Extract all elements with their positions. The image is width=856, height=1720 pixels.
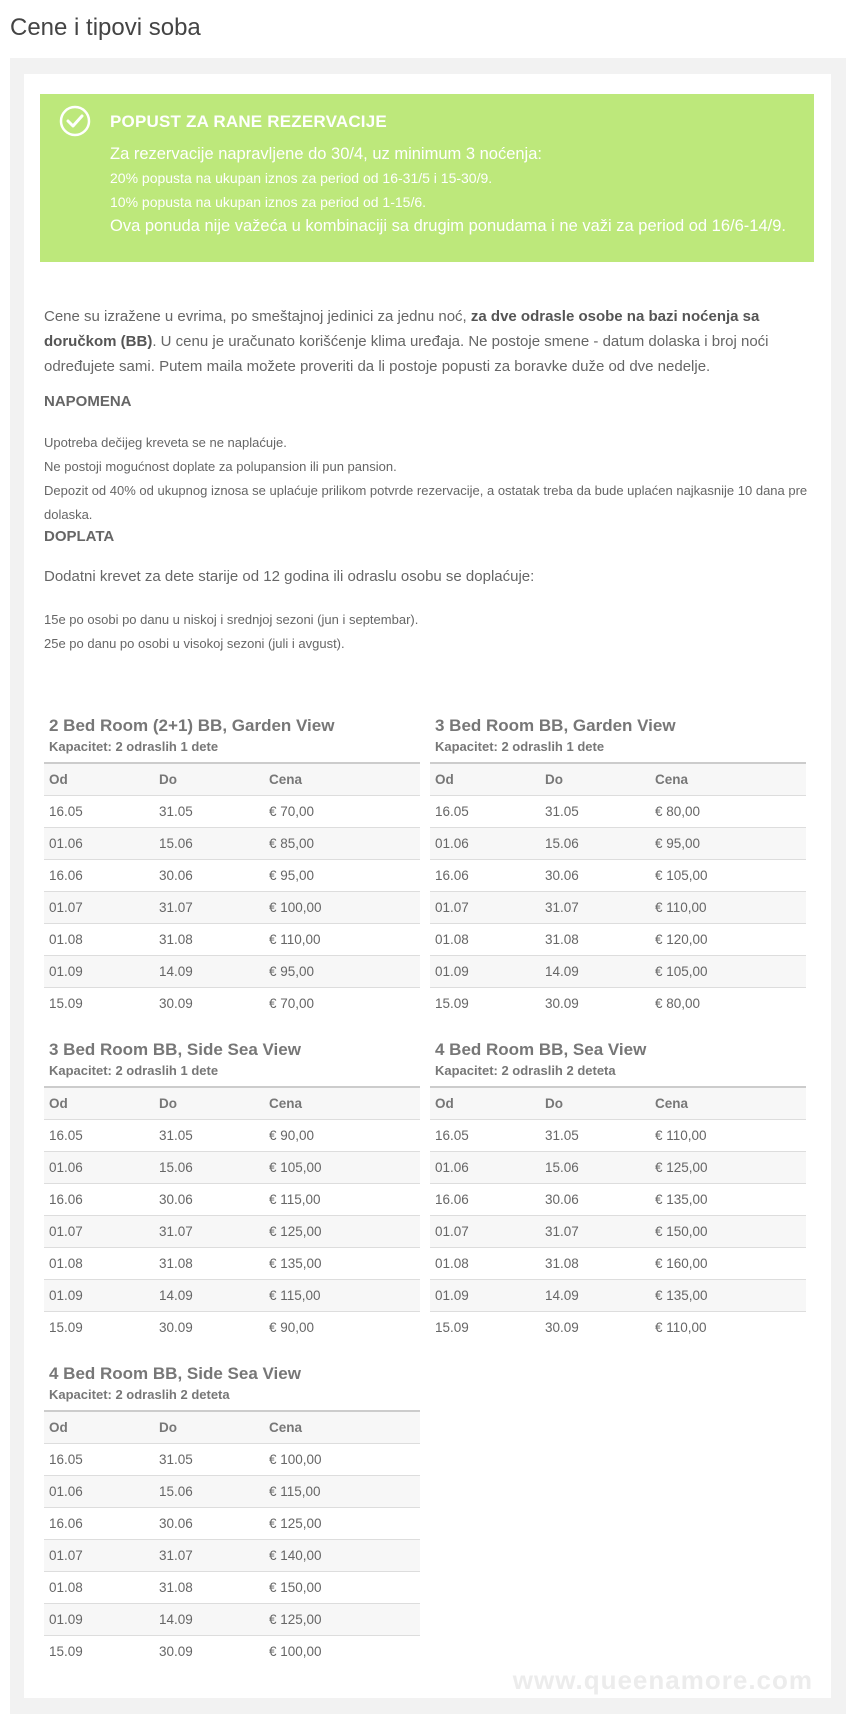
header-od: Od [49, 772, 68, 787]
cell-do: 15.06 [545, 836, 579, 851]
table-row [44, 1572, 420, 1604]
table-row [44, 1508, 420, 1540]
cell-od: 01.08 [435, 1256, 469, 1271]
cell-od: 01.09 [435, 964, 469, 979]
cell-cena: € 90,00 [269, 1128, 315, 1143]
cell-cena: € 135,00 [269, 1256, 322, 1271]
table-header-row [430, 764, 806, 796]
cell-od: 01.06 [435, 1160, 469, 1175]
table-row [44, 1216, 420, 1248]
table-row [430, 1312, 806, 1343]
header-do: Do [159, 1096, 177, 1111]
cell-od: 16.06 [49, 1516, 83, 1531]
table-row [44, 1120, 420, 1152]
cell-do: 31.08 [159, 1580, 193, 1595]
cell-cena: € 90,00 [269, 1320, 315, 1335]
room-capacity: Kapacitet: 2 odraslih 1 dete [435, 739, 605, 754]
cell-cena: € 150,00 [655, 1224, 708, 1239]
cell-od: 15.09 [49, 1644, 83, 1659]
cell-od: 16.06 [49, 868, 83, 883]
table-row [44, 1184, 420, 1216]
cell-cena: € 80,00 [655, 804, 701, 819]
cell-do: 30.06 [545, 868, 579, 883]
cell-cena: € 125,00 [269, 1612, 322, 1627]
room-capacity: Kapacitet: 2 odraslih 1 dete [49, 1063, 219, 1078]
table-row [44, 860, 420, 892]
cell-do: 31.05 [545, 804, 579, 819]
cell-cena: € 70,00 [269, 804, 315, 819]
cell-do: 30.06 [159, 1192, 193, 1207]
room-card [430, 716, 806, 1019]
cell-cena: € 100,00 [269, 900, 322, 915]
cell-cena: € 135,00 [655, 1192, 708, 1207]
header-cena: Cena [269, 1096, 303, 1111]
cell-do: 14.09 [545, 964, 579, 979]
table-row [430, 924, 806, 956]
table-row [44, 1312, 420, 1343]
promo-line: Za rezervacije napravljene do 30/4, uz minimum 3 noćenja: [110, 145, 542, 163]
header-do: Do [545, 772, 563, 787]
cell-do: 15.06 [545, 1160, 579, 1175]
page-title: Cene i tipovi soba [10, 14, 201, 41]
table-row [430, 1120, 806, 1152]
table-row [44, 1444, 420, 1476]
room-card [430, 1040, 806, 1343]
table-row [430, 1152, 806, 1184]
cell-cena: € 95,00 [269, 964, 315, 979]
check-circle-icon [58, 104, 92, 138]
cell-od: 16.06 [49, 1192, 83, 1207]
table-row [430, 956, 806, 988]
header-do: Do [159, 772, 177, 787]
cell-do: 30.09 [159, 1320, 193, 1335]
cell-do: 14.09 [159, 1288, 193, 1303]
room-title: 2 Bed Room (2+1) BB, Garden View [49, 716, 335, 735]
table-row [44, 1248, 420, 1280]
cell-cena: € 105,00 [269, 1160, 322, 1175]
cell-od: 01.07 [435, 1224, 469, 1239]
early-booking-promo [40, 94, 814, 262]
cell-cena: € 110,00 [655, 1128, 707, 1143]
cell-do: 14.09 [159, 964, 193, 979]
cell-do: 14.09 [159, 1612, 193, 1627]
room-capacity: Kapacitet: 2 odraslih 1 dete [49, 739, 219, 754]
table-row [44, 1152, 420, 1184]
room-capacity: Kapacitet: 2 odraslih 2 deteta [49, 1387, 230, 1402]
note-item: Depozit od 40% od ukupnog iznosa se uplaćuje prilikom potvrde rezervacije, a ostatak treba da bude uplaćen najkasnije 10 dana pre dolaska. [44, 483, 808, 522]
cell-cena: € 110,00 [655, 900, 707, 915]
cell-do: 15.06 [159, 836, 193, 851]
room-title: 3 Bed Room BB, Garden View [435, 716, 676, 735]
cell-cena: € 110,00 [655, 1320, 707, 1335]
cell-cena: € 150,00 [269, 1580, 322, 1595]
cell-cena: € 115,00 [269, 1484, 321, 1499]
note-item: Upotreba dečijeg kreveta se ne naplaćuje. [44, 435, 287, 450]
intro-text: Cene su izražene u evrima, po smeštajnoj jedinici za jednu noć, [44, 308, 471, 325]
header-od: Od [435, 772, 454, 787]
promo-line: Ova ponuda nije važeća u kombinaciji sa drugim ponudama i ne važi za period od 16/6-14/9. [110, 217, 786, 235]
cell-od: 01.09 [49, 1612, 83, 1627]
header-do: Do [545, 1096, 563, 1111]
cell-od: 01.08 [49, 1580, 83, 1595]
room-title: 4 Bed Room BB, Sea View [435, 1040, 647, 1059]
table-row [430, 892, 806, 924]
table-header-row [44, 1088, 420, 1120]
intro-text: . U cenu je uračunato korišćenje klima uređaja. Ne postoje smene - datum dolaska i broj noći određujete sami. Putem maila možete proveriti da li postoje popusti za boravke duže od dve nedelje. [44, 333, 769, 375]
cell-do: 31.08 [159, 1256, 193, 1271]
cell-do: 31.05 [159, 1128, 193, 1143]
pricing-content [44, 304, 814, 651]
cell-cena: € 120,00 [655, 932, 708, 947]
price-table [44, 1086, 420, 1343]
table-row [430, 1216, 806, 1248]
cell-do: 30.09 [545, 996, 579, 1011]
cell-od: 01.08 [49, 1256, 83, 1271]
header-cena: Cena [655, 772, 689, 787]
cell-do: 15.06 [159, 1160, 193, 1175]
cell-cena: € 95,00 [269, 868, 315, 883]
cell-cena: € 125,00 [269, 1224, 322, 1239]
cell-od: 16.06 [435, 868, 469, 883]
table-row [44, 1636, 420, 1667]
cell-do: 30.09 [159, 996, 193, 1011]
cell-od: 16.05 [49, 804, 83, 819]
cell-cena: € 125,00 [655, 1160, 708, 1175]
cell-cena: € 80,00 [655, 996, 701, 1011]
cell-od: 01.09 [49, 1288, 83, 1303]
cell-do: 31.08 [159, 932, 193, 947]
cell-od: 01.07 [49, 1224, 83, 1239]
cell-od: 16.05 [435, 804, 469, 819]
cell-od: 16.05 [435, 1128, 469, 1143]
cell-cena: € 70,00 [269, 996, 315, 1011]
price-table [430, 762, 806, 1019]
doplata-item: 25e po danu po osobi u visokoj sezoni (juli i avgust). [44, 636, 345, 651]
cell-cena: € 105,00 [655, 868, 708, 883]
room-title: 4 Bed Room BB, Side Sea View [49, 1364, 301, 1383]
content-frame [10, 58, 846, 1714]
cell-do: 31.05 [159, 804, 193, 819]
cell-do: 30.06 [159, 1516, 193, 1531]
price-table [44, 762, 420, 1019]
napomena-notes [44, 431, 814, 527]
table-header-row [44, 764, 420, 796]
doplata-item: 15e po osobi po danu u niskoj i srednjoj sezoni (jun i septembar). [44, 612, 419, 627]
room-capacity: Kapacitet: 2 odraslih 2 deteta [435, 1063, 616, 1078]
cell-cena: € 100,00 [269, 1644, 322, 1659]
cell-od: 15.09 [49, 1320, 83, 1335]
cell-od: 01.06 [435, 836, 469, 851]
cell-od: 16.05 [49, 1452, 83, 1467]
cell-do: 31.07 [545, 900, 579, 915]
header-od: Od [435, 1096, 454, 1111]
header-cena: Cena [269, 1420, 303, 1435]
table-header-row [44, 1412, 420, 1444]
cell-do: 31.05 [159, 1452, 193, 1467]
cell-od: 01.06 [49, 1160, 83, 1175]
cell-od: 01.06 [49, 1484, 83, 1499]
table-header-row [430, 1088, 806, 1120]
cell-do: 31.05 [545, 1128, 579, 1143]
cell-do: 30.09 [545, 1320, 579, 1335]
table-row [44, 956, 420, 988]
cell-cena: € 160,00 [655, 1256, 708, 1271]
doplata-text: Dodatni krevet za dete starije od 12 godina ili odraslu osobu se doplaćuje: [44, 568, 535, 585]
cell-od: 15.09 [435, 1320, 469, 1335]
cell-cena: € 125,00 [269, 1516, 322, 1531]
cell-do: 14.09 [545, 1288, 579, 1303]
room-card [44, 1364, 420, 1667]
cell-do: 31.07 [159, 900, 193, 915]
cell-od: 01.08 [435, 932, 469, 947]
header-cena: Cena [269, 772, 303, 787]
cell-od: 01.06 [49, 836, 83, 851]
table-row [44, 892, 420, 924]
table-row [44, 924, 420, 956]
header-od: Od [49, 1420, 68, 1435]
cell-od: 01.09 [49, 964, 83, 979]
cell-do: 30.09 [159, 1644, 193, 1659]
cell-do: 30.06 [159, 868, 193, 883]
room-card [44, 1040, 420, 1343]
table-row [430, 860, 806, 892]
note-item: Ne postoji mogućnost doplate za polupansion ili pun pansion. [44, 459, 397, 474]
table-row [430, 796, 806, 828]
room-title: 3 Bed Room BB, Side Sea View [49, 1040, 301, 1059]
table-row [44, 988, 420, 1019]
table-row [44, 796, 420, 828]
cell-do: 31.07 [545, 1224, 579, 1239]
cell-od: 01.07 [49, 1548, 83, 1563]
table-row [430, 828, 806, 860]
cell-cena: € 115,00 [269, 1192, 321, 1207]
cell-do: 31.08 [545, 1256, 579, 1271]
cell-do: 30.06 [545, 1192, 579, 1207]
price-table [430, 1086, 806, 1343]
cell-cena: € 110,00 [269, 932, 321, 947]
table-row [44, 1604, 420, 1636]
cell-od: 01.09 [435, 1288, 469, 1303]
doplata-heading: DOPLATA [44, 528, 115, 545]
cell-do: 31.07 [159, 1548, 193, 1563]
table-row [44, 1540, 420, 1572]
table-row [44, 1476, 420, 1508]
promo-line: 10% popusta na ukupan iznos za period od 1-15/6. [110, 194, 427, 210]
cell-od: 01.08 [49, 932, 83, 947]
cell-cena: € 105,00 [655, 964, 708, 979]
watermark: www.queenamore.com [512, 1665, 813, 1695]
cell-od: 15.09 [49, 996, 83, 1011]
content-panel [24, 74, 831, 1698]
cell-od: 16.06 [435, 1192, 469, 1207]
table-row [430, 1280, 806, 1312]
napomena-heading: NAPOMENA [44, 393, 132, 410]
cell-cena: € 115,00 [269, 1288, 321, 1303]
table-row [44, 1280, 420, 1312]
cell-cena: € 100,00 [269, 1452, 322, 1467]
cell-od: 16.05 [49, 1128, 83, 1143]
table-row [430, 1248, 806, 1280]
cell-do: 31.08 [545, 932, 579, 947]
header-cena: Cena [655, 1096, 689, 1111]
cell-do: 31.07 [159, 1224, 193, 1239]
cell-cena: € 135,00 [655, 1288, 708, 1303]
table-row [430, 988, 806, 1019]
table-row [430, 1184, 806, 1216]
intro-paragraph [44, 304, 814, 379]
cell-cena: € 95,00 [655, 836, 701, 851]
promo-line: 20% popusta na ukupan iznos za period od 16-31/5 i 15-30/9. [110, 170, 493, 186]
doplata-notes [44, 608, 418, 656]
cell-od: 15.09 [435, 996, 469, 1011]
cell-od: 01.07 [435, 900, 469, 915]
promo-title: POPUST ZA RANE REZERVACIJE [110, 112, 387, 131]
header-od: Od [49, 1096, 68, 1111]
intro-bold-text: za dve odrasle osobe na bazi noćenja sa doručkom (BB) [44, 308, 760, 350]
room-card [44, 716, 420, 1019]
table-row [44, 828, 420, 860]
price-table [44, 1410, 420, 1667]
cell-do: 15.06 [159, 1484, 193, 1499]
cell-cena: € 85,00 [269, 836, 315, 851]
cell-od: 01.07 [49, 900, 83, 915]
header-do: Do [159, 1420, 177, 1435]
cell-cena: € 140,00 [269, 1548, 322, 1563]
